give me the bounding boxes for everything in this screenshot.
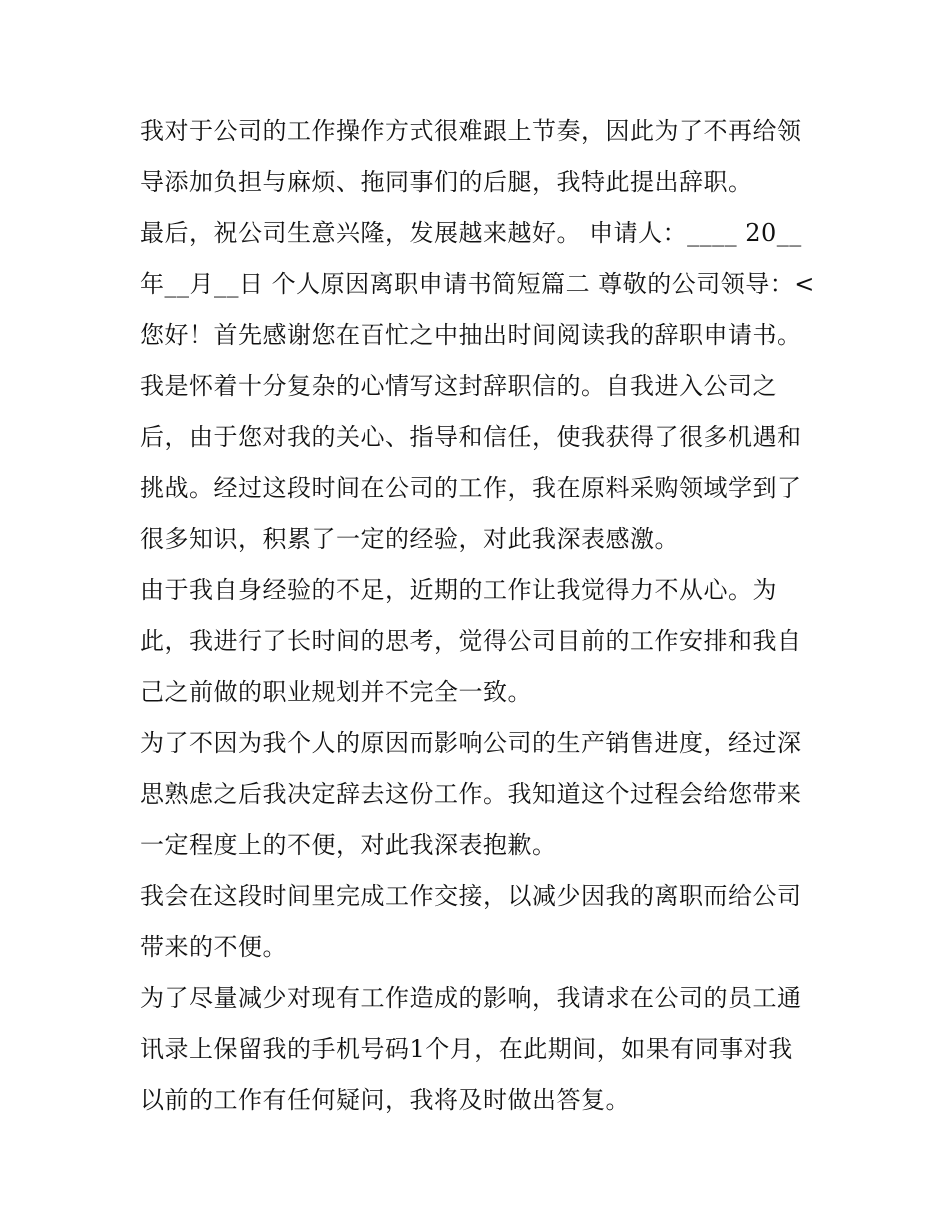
- text-line: 为了不因为我个人的原因而影响公司的生产销售进度，经过深: [140, 729, 802, 757]
- text-line: 最后，祝公司生意兴隆，发展越来越好。 申请人：____ 20__: [140, 219, 802, 247]
- text-line: 您好！首先感谢您在百忙之中抽出时间阅读我的辞职申请书。: [140, 321, 802, 349]
- text-line: 由于我自身经验的不足，近期的工作让我觉得力不从心。为: [140, 576, 777, 604]
- text-line: 年__月__日 个人原因离职申请书简短篇二 尊敬的公司领导：<: [140, 270, 815, 298]
- text-line: 导添加负担与麻烦、拖同事们的后腿，我特此提出辞职。: [140, 168, 753, 196]
- text-line: 我是怀着十分复杂的心情写这封辞职信的。自我进入公司之: [140, 372, 777, 400]
- text-line: 为了尽量减少对现有工作造成的影响，我请求在公司的员工通: [140, 984, 802, 1012]
- text-line: 以前的工作有任何疑问，我将及时做出答复。: [140, 1086, 630, 1114]
- text-line: 我会在这段时间里完成工作交接，以减少因我的离职而给公司: [140, 882, 802, 910]
- text-line: 己之前做的职业规划并不完全一致。: [140, 678, 532, 706]
- text-line: 挑战。经过这段时间在公司的工作，我在原料采购领域学到了: [140, 474, 802, 502]
- text-line: 后，由于您对我的关心、指导和信任，使我获得了很多机遇和: [140, 423, 802, 451]
- text-line: 一定程度上的不便，对此我深表抱歉。: [140, 831, 557, 859]
- document-body: [140, 106, 815, 1126]
- text-line: 带来的不便。: [140, 933, 287, 961]
- text-line: 讯录上保留我的手机号码1个月，在此期间，如果有同事对我: [140, 1035, 793, 1063]
- text-line: 思熟虑之后我决定辞去这份工作。我知道这个过程会给您带来: [140, 780, 802, 808]
- text-line: 很多知识，积累了一定的经验，对此我深表感激。: [140, 525, 679, 553]
- text-line: 此，我进行了长时间的思考，觉得公司目前的工作安排和我自: [140, 627, 802, 655]
- text-line: 我对于公司的工作操作方式很难跟上节奏，因此为了不再给领: [140, 117, 802, 145]
